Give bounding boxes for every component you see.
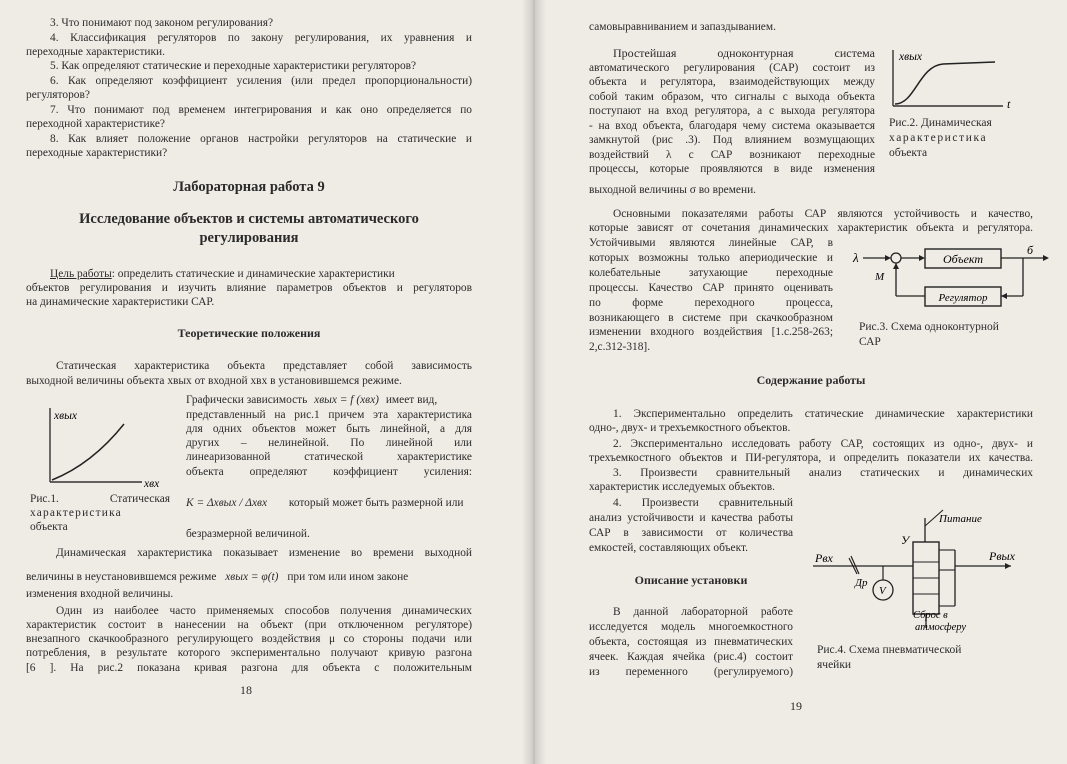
theory-p2-line4: других – нелинейной. По линейной или — [186, 437, 472, 449]
p5-line10: выходной величины σ во времени. — [589, 184, 757, 196]
topic-line-1: Исследование объектов и системы автоматического — [79, 211, 419, 227]
setup-line3: объекта, состоящая из пневматических — [589, 636, 793, 648]
question-6: 6. Как определяют коэффициент усиления (или предел пропорциональности) — [50, 75, 472, 87]
p6-line6: процессы. Качество САР принято оценивать — [589, 282, 833, 294]
p3-tail: при том или ином законе — [287, 571, 409, 583]
question-8-cont: переходные характеристики? — [26, 147, 168, 159]
question-3: 3. Что понимают под законом регулирования? — [50, 17, 274, 29]
theory-p1-line1: Статическая характеристика объекта представляет собой зависимость — [56, 360, 472, 372]
fig1-x-label: xвх — [144, 478, 160, 490]
formula-dyn: xвых = φ(t) — [225, 571, 279, 583]
formula-static: xвых = f (xвх) — [314, 394, 379, 406]
setup-title: Описание установки — [634, 573, 748, 587]
fig4-caption-2: ячейки — [817, 659, 852, 671]
fig2-curve — [895, 62, 995, 104]
fig1-caption-1: Рис.1. Статическая — [30, 493, 170, 505]
task-3-line1: 3. Произвести сравнительный анализ статических и динамических — [613, 467, 1033, 479]
fig4-supply: Питание — [939, 513, 982, 525]
p6-line3: Устойчивыми являются линейные САР, в — [589, 237, 833, 249]
task-4-line1: 4. Произвести сравнительный — [613, 497, 793, 509]
fig4-dr: Др — [855, 577, 868, 589]
task-2-line2: трехъемкостного объектов и ПИ-регулятора, и определить показатели их качества. — [589, 452, 1033, 464]
question-8: 8. Как влияет положение органов настройки регуляторов на статические и — [50, 133, 472, 145]
fig3-block-diagram — [843, 244, 1055, 318]
fig2-dynamic-characteristic — [885, 44, 1025, 114]
question-7: 7. Что понимают под временем интегрирования и как оно определяется по — [50, 104, 472, 116]
task-1-line1: 1. Экспериментально определить статические динамические характеристики — [613, 408, 1033, 420]
fig2-caption-3: объекта — [889, 147, 928, 159]
page-left — [0, 0, 533, 764]
content-title: Содержание работы — [756, 373, 866, 387]
p6-line1: Основными показателями работы САР являются устойчивость и качество, — [613, 208, 1033, 220]
task-4-line2: анализ устойчивости и качества работы — [589, 512, 793, 524]
goal-line-2: объектов регулирования и изучить влияние параметров объектов и регуляторов — [26, 282, 472, 294]
p5-line9: процессы, которые проявляются в виде изменения — [589, 163, 875, 175]
fig4-exhaust-2: атмосферу — [915, 622, 967, 633]
fig2-caption-2: характеристика — [889, 132, 988, 144]
theory-title: Теоретические положения — [177, 326, 321, 340]
fig1-caption-3: объекта — [30, 521, 68, 533]
question-7-cont: переходной характеристике? — [26, 118, 165, 130]
theory-p3-line1: Динамическая характеристика показывает изменение во времени выходной — [56, 547, 472, 559]
fig4-exhaust-1: Сброс в — [913, 610, 948, 621]
p5-line1: Простейшая одноконтурная система — [613, 46, 875, 60]
topic-line-2: регулирования — [199, 230, 299, 246]
theory-p4-line5: [6 ]. На рис.2 показана кривая разгона для объекта с положительным — [26, 662, 472, 674]
goal-text: : определить статические и динамические характеристики — [111, 268, 395, 280]
p6-line4: которых возможны только апериодические и — [589, 252, 833, 264]
p5-line7: замкнутой (рис .3). Под влиянием возмущающих — [589, 134, 875, 146]
p2-k-tail: который может быть размерной или — [288, 497, 464, 509]
fig4-caption-1: Рис.4. Схема пневматической — [817, 644, 962, 656]
theory-p4-line4: потребления, в результате которого экспериментально получают кривую разгона — [26, 647, 472, 659]
p6-line5: колебательные затухающие переходные — [589, 267, 833, 279]
question-4: 4. Классификация регуляторов по закону регулирования, их уравнения и — [50, 32, 472, 44]
fig3-object-label: Объект — [942, 252, 984, 266]
fig3-caption-2: САР — [859, 336, 881, 348]
fig2-y-label: xвых — [899, 51, 922, 63]
task-4-line3: САР в зависимости от количества — [589, 527, 793, 539]
fig3-caption-1: Рис.3. Схема одноконтурной — [859, 321, 999, 333]
fig4-pin: Pвх — [815, 551, 833, 565]
theory-p2-formula-line — [186, 496, 464, 510]
fig3-mu: М — [875, 271, 885, 283]
theory-p3-line3: изменения входной величины. — [26, 588, 174, 600]
fig3-regulator-label: Регулятор — [938, 292, 988, 304]
p5-line5: поступают на вход регулятора, а с выхода регулятора — [589, 105, 875, 117]
task-1-line2: одно-, двух- и трехъемкостного объектов. — [589, 422, 791, 434]
task-2-line1: 2. Экспериментально исследовать работу САР, состоящих из одно-, двух- и — [613, 438, 1033, 450]
task-4-line4: емкостей, составляющих объект. — [589, 542, 748, 554]
page-number-left: 18 — [240, 683, 252, 697]
fig1-caption-2: характеристика — [30, 507, 122, 519]
fig4-pout: Pвых — [989, 549, 1015, 563]
theory-p2-line8: безразмерной величиной. — [186, 528, 310, 540]
fig4-y: У — [901, 533, 910, 547]
page-number-right: 19 — [790, 699, 802, 713]
setup-line4: ячеек. Каждая ячейка (рис.4) состоит — [589, 651, 793, 663]
theory-p4-line1: Один из наиболее часто применяемых способов получения динамических — [56, 605, 472, 617]
fig2-x-label: t — [1007, 97, 1011, 111]
question-5: 5. Как определяют статические и переходные характеристики регуляторов? — [50, 60, 417, 72]
goal-line-1 — [50, 267, 472, 281]
p5-line8: воздействий λ с САР возникают переходные — [589, 149, 875, 161]
setup-line2: исследуется модель многоемкостного — [589, 621, 793, 633]
fig1-curve — [52, 424, 124, 480]
p2-lead: Графически зависимость — [186, 394, 308, 406]
fig3-summator — [891, 253, 901, 263]
question-6-cont: регуляторов? — [26, 89, 90, 101]
goal-line-3: на динамические характеристики САР. — [26, 296, 215, 308]
p6-line7: по форме переходного процесса, — [589, 297, 833, 309]
fig1-y-label: xвых — [54, 410, 77, 422]
theory-p2-line6: объекта определяют коэффициент усиления: — [186, 466, 472, 478]
p5-line4: собой таким образом, что сигналы с выхода объекта — [589, 91, 875, 103]
question-4-cont: переходные характеристики. — [26, 46, 165, 58]
theory-p1-line2: выходной величины объекта xвых от входной xвх в установившемся режиме. — [26, 375, 402, 387]
setup-line1: В данной лабораторной работе — [613, 606, 793, 618]
p6-line9: изменении входного воздействия [1.с.258-263; — [589, 326, 833, 338]
theory-p2-line5: линеаризованной статической характеристике — [186, 451, 472, 463]
p6-line10: 2,с.312-318]. — [589, 341, 651, 353]
right-p0: самовыравниванием и запаздыванием. — [589, 21, 776, 33]
p3-lead: величины в неустановившемся режиме — [26, 571, 217, 583]
theory-p2-line3: для одних объектов может быть линейной, а для — [186, 423, 472, 435]
page-right — [533, 0, 1067, 764]
p5-line3: объекта и регулятора, взаимодействующих между — [589, 76, 875, 88]
theory-p2-line1 — [186, 393, 437, 407]
setup-line5: из переменного (регулируемого) — [589, 666, 793, 678]
p6-line8: возникающего в системе при скачкообразном — [589, 312, 833, 324]
p5-line6: - на вход объекта, благодаря чему система оказывается — [589, 120, 875, 132]
fig1-static-characteristic — [30, 402, 180, 490]
book-gutter — [522, 0, 546, 764]
goal-label: Цель работы — [50, 268, 112, 280]
fig3-lambda: λ — [853, 250, 859, 265]
task-3-line2: характеристик исследуемых объектов. — [589, 481, 775, 493]
p6-line2: которые зависят от сочетания динамических характеристик объекта и регулятора. — [589, 222, 1033, 234]
theory-p4-line3: внезапного скачкообразного регулирующего воздействия μ со стороны подачи или — [26, 633, 472, 645]
fig3-sigma: б — [1027, 244, 1034, 257]
p5-line2: автоматического регулирования (САР) состоит из — [589, 62, 875, 74]
theory-p4-line2: характеристик состоит в нанесении на объект (при отключенном регуляторе) — [26, 619, 472, 631]
p2-tail: имеет вид, — [385, 394, 438, 406]
lab-title: Лабораторная работа 9 — [173, 179, 325, 195]
fig4-pneumatic-cell — [805, 500, 1045, 640]
theory-p2-line2: представленный на рис.1 причем эта характеристика — [186, 409, 472, 421]
fig4-v: V — [879, 585, 886, 597]
formula-k: K = Δxвых / Δxвх — [186, 497, 268, 509]
fig2-caption-1: Рис.2. Динамическая — [889, 117, 992, 129]
theory-p3-line2 — [26, 570, 472, 584]
